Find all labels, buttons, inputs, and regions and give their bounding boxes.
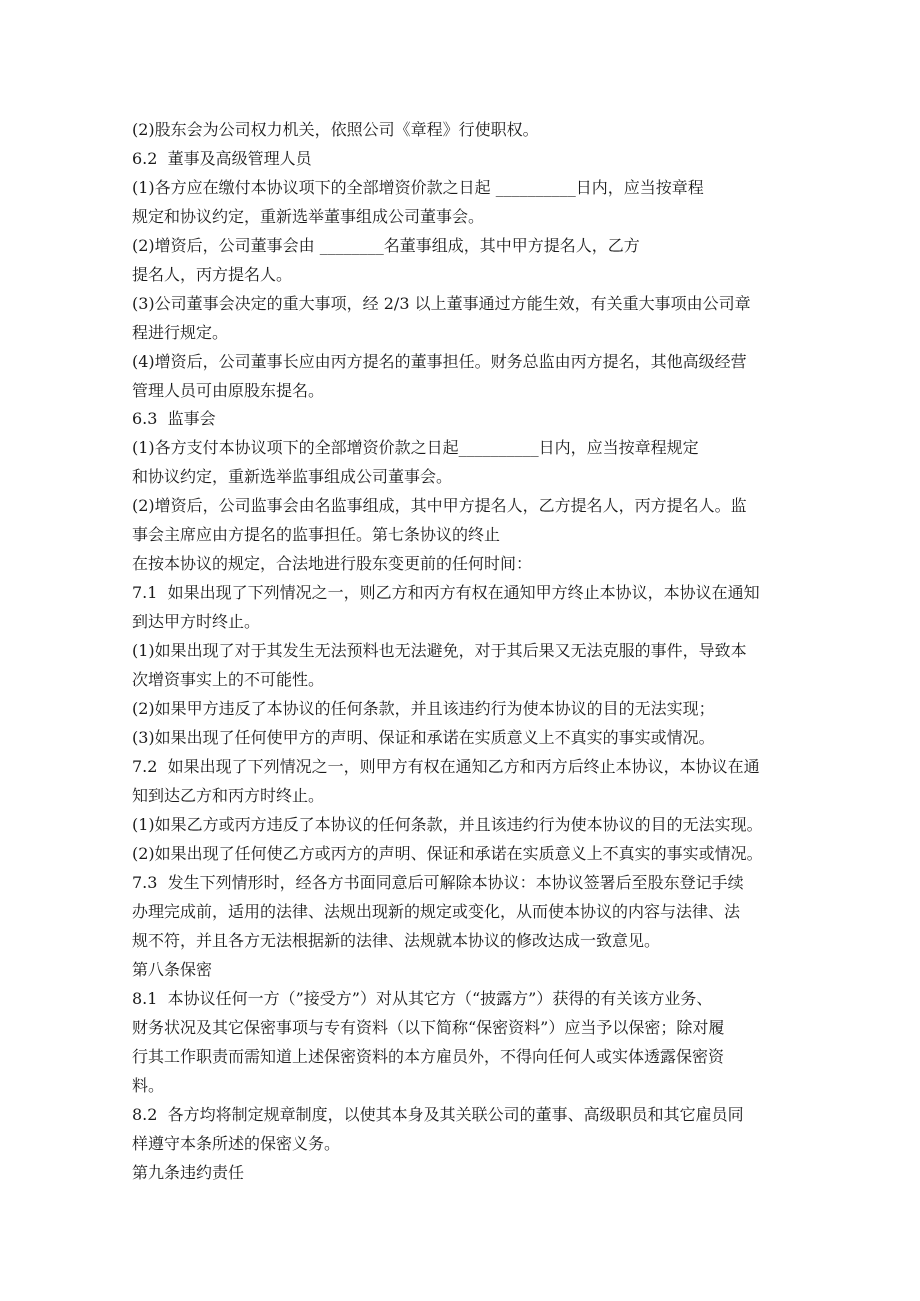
text-line: 7.3 发生下列情形时，经各方书面同意后可解除本协议：本协议签署后至股东登记手续 [132, 873, 744, 892]
text-line: 次增资事实上的不可能性。 [132, 670, 325, 689]
text-line: 管理人员可由原股东提名。 [132, 381, 325, 400]
section-heading: 6.3 监事会 [132, 409, 216, 428]
text-line: 7.1 如果出现了下列情况之一，则乙方和丙方有权在通知甲方终止本协议，本协议在通知 [132, 583, 760, 602]
text-line: (3)公司董事会决定的重大事项，经 2/3 以上董事通过方能生效，有关重大事项由公司章 [132, 294, 751, 313]
text-line: 财务状况及其它保密事项与专有资料（以下简称“保密资料”）应当予以保密；除对履 [132, 1018, 725, 1037]
text-line: 知到达乙方和丙方时终止。 [132, 786, 325, 805]
text-line: 样遵守本条所述的保密义务。 [132, 1134, 341, 1153]
text-line: 办理完成前，适用的法律、法规出现新的规定或变化，从而使本协议的内容与法律、法 [132, 902, 741, 921]
text-line: (1)如果出现了对于其发生无法预料也无法避免，对于其后果又无法克服的事件，导致本 [132, 641, 747, 660]
text-line: 规定和协议约定，重新选举董事组成公司董事会。 [132, 207, 485, 226]
text-line: (2)如果出现了任何使乙方或丙方的声明、保证和承诺在实质意义上不真实的事实或情况。 [132, 844, 763, 863]
text-line: (4)增资后，公司董事长应由丙方提名的董事担任。财务总监由丙方提名，其他高级经营 [132, 352, 747, 371]
text-line: 8.1 本协议任何一方（”接受方”）对从其它方（“披露方”）获得的有关该方业务、 [132, 989, 713, 1008]
text-line: (2)股东会为公司权力机关，依照公司《章程》行使职权。 [132, 120, 539, 139]
text-line: 提名人，丙方提名人。 [132, 265, 293, 284]
text-line: 料。 [132, 1076, 165, 1095]
text-line: (1)各方支付本协议项下的全部增资价款之日起__________日内，应当按章程规定 [132, 438, 699, 457]
text-line: (1)各方应在缴付本协议项下的全部增资价款之日起 __________日内，应当按章程 [132, 178, 704, 197]
text-line: (2)如果甲方违反了本协议的任何条款，并且该违约行为使本协议的目的无法实现； [132, 699, 715, 718]
text-line: 在按本协议的规定，合法地进行股东变更前的任何时间： [132, 554, 533, 573]
article-heading: 第八条保密 [132, 960, 213, 979]
text-line: 7.2 如果出现了下列情况之一，则甲方有权在通知乙方和丙方后终止本协议，本协议在通 [132, 757, 760, 776]
text-line: 程进行规定。 [132, 323, 229, 342]
section-heading: 6.2 董事及高级管理人员 [132, 149, 312, 168]
text-line: (2)增资后，公司董事会由 ________名董事组成，其中甲方提名人，乙方 [132, 236, 640, 255]
text-line: 8.2 各方均将制定规章制度，以使其本身及其关联公司的董事、高级职员和其它雇员同 [132, 1105, 744, 1124]
text-line: (3)如果出现了任何使甲方的声明、保证和承诺在实质意义上不真实的事实或情况。 [132, 728, 715, 747]
text-line: 行其工作职责而需知道上述保密资料的本方雇员外，不得向任何人或实体透露保密资 [132, 1047, 725, 1066]
text-line: 到达甲方时终止。 [132, 612, 261, 631]
text-line: 和协议约定，重新选举监事组成公司董事会。 [132, 467, 453, 486]
article-heading: 第九条违约责任 [132, 1163, 245, 1182]
text-line: 事会主席应由方提名的监事担任。第七条协议的终止 [132, 525, 501, 544]
text-line: (1)如果乙方或丙方违反了本协议的任何条款，并且该违约行为使本协议的目的无法实现。 [132, 815, 763, 834]
text-line: 规不符，并且各方无法根据新的法律、法规就本协议的修改达成一致意见。 [132, 931, 661, 950]
text-line: (2)增资后，公司监事会由名监事组成，其中甲方提名人，乙方提名人，丙方提名人。监 [132, 496, 747, 515]
